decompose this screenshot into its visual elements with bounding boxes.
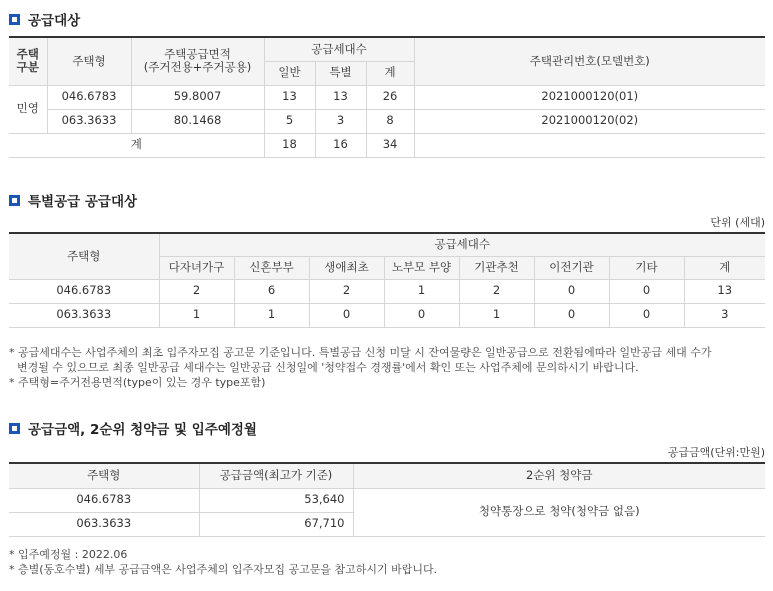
value-cell: 0 — [609, 303, 684, 327]
header-housing-category: 주택 구분 — [9, 37, 47, 85]
special-supply-table — [9, 232, 765, 328]
note-line: 변경될 수 있으므로 최종 일반공급 세대수는 일반공급 신청일에 '청약접수 경쟁률'에서 확인 또는 사업주체에 문의하시기 바랍니다. — [17, 361, 639, 374]
note-line: * 층별(동호수별) 세부 공급금액은 사업주체의 입주자모집 공고문을 참고하시기 바랍니다. — [9, 563, 438, 576]
header-supply-area: 주택공급면적 (주거전용+주거공용) — [131, 37, 264, 85]
square-bullet-icon — [9, 14, 20, 25]
housing-type-cell: 063.3633 — [47, 109, 131, 133]
total-cell: 3 — [684, 303, 765, 327]
section-supply-target-heading — [9, 9, 80, 29]
header-first-time: 생애최초 — [309, 256, 384, 279]
square-bullet-icon — [9, 195, 20, 206]
header-supply-price: 공급금액(최고가 기준) — [199, 463, 353, 488]
section-title: 공급대상 — [28, 13, 81, 29]
model-number-cell: 2021000120(01) — [414, 85, 765, 109]
square-bullet-icon — [9, 423, 20, 434]
supply-area-cell: 59.8007 — [131, 85, 264, 109]
section-special-supply-heading — [9, 190, 137, 210]
header-supply-units: 공급세대수 — [264, 37, 414, 61]
model-number-cell: 2021000120(02) — [414, 109, 765, 133]
sum-empty — [414, 133, 765, 157]
special-cell: 3 — [315, 109, 366, 133]
header-deposit: 2순위 청약금 — [353, 463, 765, 488]
special-cell: 13 — [315, 85, 366, 109]
value-cell: 1 — [384, 279, 459, 303]
supply-price-cell: 53,640 — [199, 488, 353, 512]
section-supply-price-heading — [9, 418, 257, 438]
header-model-number: 주택관리번호(모델번호) — [414, 37, 765, 85]
housing-category-cell: 민영 — [9, 85, 47, 133]
sum-general: 18 — [264, 133, 315, 157]
note-line: * 입주예정월 : 2022.06 — [9, 548, 128, 561]
header-general: 일반 — [264, 61, 315, 85]
total-cell: 8 — [366, 109, 414, 133]
sum-special: 16 — [315, 133, 366, 157]
value-cell: 2 — [459, 279, 534, 303]
value-cell: 0 — [534, 279, 609, 303]
supply-price-notes — [9, 547, 437, 577]
sum-row — [9, 133, 765, 157]
table-row — [9, 303, 765, 327]
header-elderly-parent: 노부모 부양 — [384, 256, 459, 279]
header-special: 특별 — [315, 61, 366, 85]
sum-label: 계 — [9, 133, 264, 157]
note-line: * 공급세대수는 사업주체의 최초 입주자모집 공고문 기준입니다. 특별공급 신청 미달 시 잔여물량은 일반공급으로 전환됨에따라 일반공급 세대 수가 — [9, 346, 712, 359]
header-other: 기타 — [609, 256, 684, 279]
header-newlywed: 신혼부부 — [234, 256, 309, 279]
section-title: 특별공급 공급대상 — [28, 194, 138, 210]
header-total: 계 — [684, 256, 765, 279]
table-row — [9, 109, 765, 133]
header-multi-child: 다자녀가구 — [159, 256, 234, 279]
housing-type-cell: 046.6783 — [47, 85, 131, 109]
header-supply-units: 공급세대수 — [159, 233, 765, 256]
note-line: * 주택형=주거전용면적(type이 있는 경우 type포함) — [9, 376, 266, 389]
table-row — [9, 488, 765, 512]
value-cell: 6 — [234, 279, 309, 303]
general-cell: 13 — [264, 85, 315, 109]
value-cell: 0 — [534, 303, 609, 327]
total-cell: 26 — [366, 85, 414, 109]
section-title: 공급금액, 2순위 청약금 및 입주예정월 — [28, 422, 257, 438]
value-cell: 1 — [159, 303, 234, 327]
total-cell: 13 — [684, 279, 765, 303]
sum-total: 34 — [366, 133, 414, 157]
value-cell: 1 — [459, 303, 534, 327]
header-relocated-agency: 이전기관 — [534, 256, 609, 279]
header-institution: 기관추천 — [459, 256, 534, 279]
table-row — [9, 279, 765, 303]
table-row — [9, 85, 765, 109]
housing-type-cell: 063.3633 — [9, 512, 199, 536]
value-cell: 1 — [234, 303, 309, 327]
value-cell: 0 — [309, 303, 384, 327]
general-cell: 5 — [264, 109, 315, 133]
header-total: 계 — [366, 61, 414, 85]
supply-target-table — [9, 36, 765, 158]
header-housing-type: 주택형 — [47, 37, 131, 85]
supply-price-cell: 67,710 — [199, 512, 353, 536]
value-cell: 2 — [309, 279, 384, 303]
unit-label: 단위 (세대) — [710, 216, 765, 229]
value-cell: 0 — [384, 303, 459, 327]
unit-label: 공급금액(단위:만원) — [667, 446, 765, 459]
value-cell: 0 — [609, 279, 684, 303]
supply-price-table — [9, 462, 765, 537]
header-housing-type: 주택형 — [9, 463, 199, 488]
deposit-cell: 청약통장으로 청약(청약금 없음) — [353, 488, 765, 536]
header-housing-type: 주택형 — [9, 233, 159, 279]
supply-area-cell: 80.1468 — [131, 109, 264, 133]
housing-type-cell: 046.6783 — [9, 279, 159, 303]
housing-type-cell: 063.3633 — [9, 303, 159, 327]
value-cell: 2 — [159, 279, 234, 303]
housing-type-cell: 046.6783 — [9, 488, 199, 512]
special-supply-notes — [9, 345, 712, 390]
